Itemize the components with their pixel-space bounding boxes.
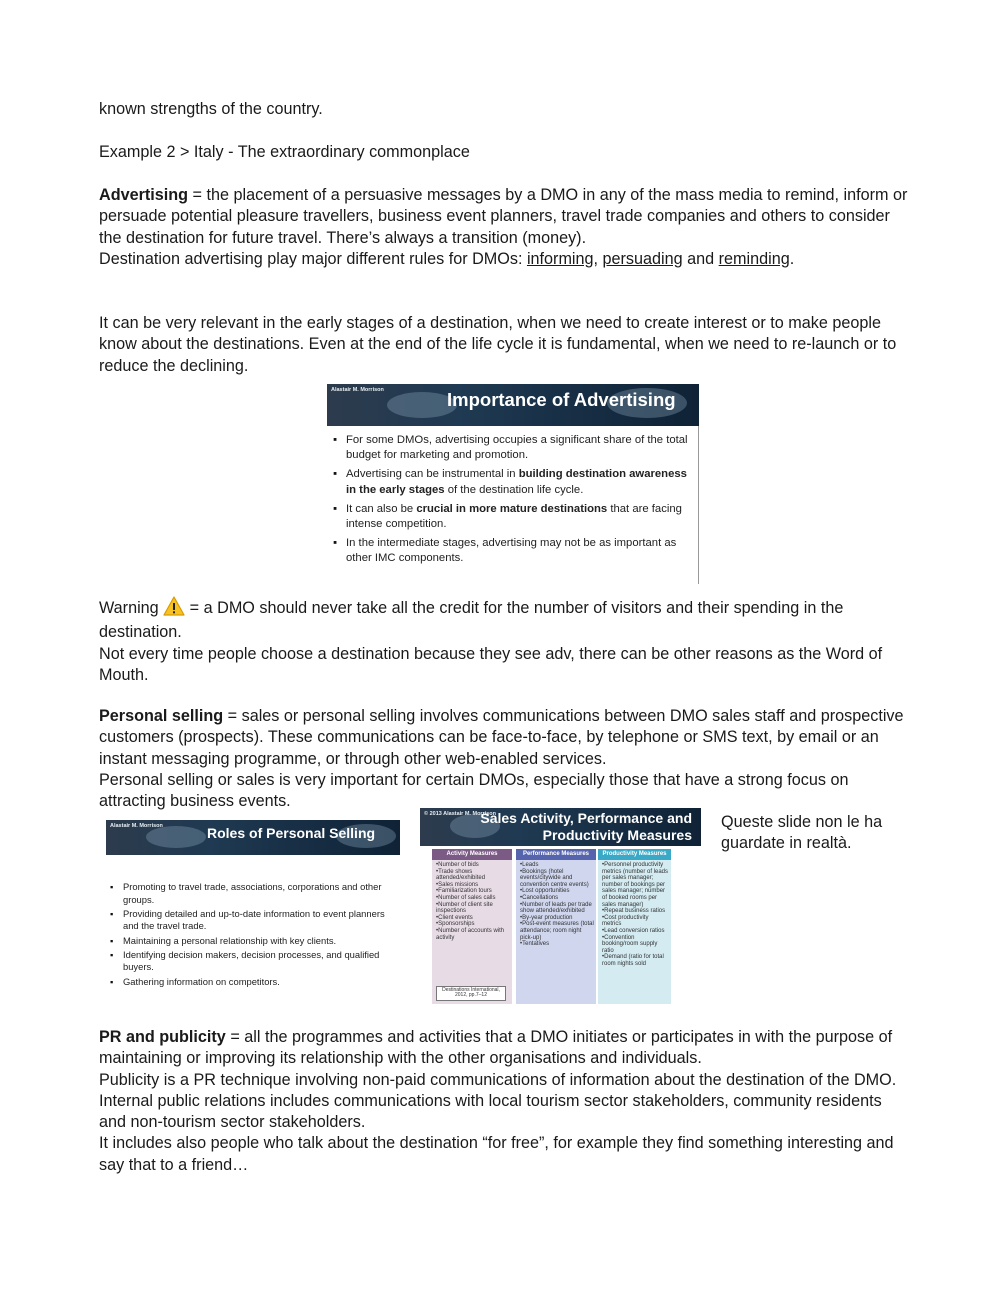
column-item: • Personnel productivity metrics (number of leads per sales manager; number of bookings per sales manager; number of booked rooms per sales manager) — [602, 862, 669, 908]
advertising-roles-intro: Destination advertising play major different rules for DMOs: — [99, 249, 527, 268]
role-separator: , — [593, 249, 603, 268]
relevance-text: It can be very relevant in the early stages of a destination, when we need to create interest or to make people know about the destinations. Even at the end of the life cycle it is fundamental, when we need to re-launch or to reduce the declining. — [99, 314, 897, 375]
column-item: • Familiarization tours — [436, 888, 510, 895]
bullet-bold-text: crucial in more mature destinations — [416, 502, 608, 515]
column-item: • Client events — [436, 915, 510, 922]
column-item: • Leads — [520, 862, 594, 869]
slide-author: Alastair M. Morrison — [110, 823, 163, 829]
paragraph-example — [99, 142, 909, 163]
role-persuading: persuading — [602, 249, 683, 268]
paragraph-personal-selling — [99, 706, 909, 812]
role-separator: and — [682, 249, 719, 268]
slide-importance-of-advertising — [327, 384, 699, 584]
bullet-text: It can also be — [346, 502, 417, 515]
personal-selling-text-2: Personal selling or sales is very important for certain DMOs, especially those that have a strong focus on attracting business events. — [99, 770, 849, 811]
slide-bullet — [331, 536, 691, 567]
slide-author: © 2013 Alastair M. Morrison — [424, 811, 497, 817]
column-item: • Cost productivity metrics — [602, 915, 669, 928]
slide-bullet: ▪ Identifying decision makers, decision processes, and qualified buyers. — [108, 949, 393, 974]
slide-bullet: ▪ Gathering information on competitors. — [108, 976, 393, 989]
column-item: • Sales missions — [436, 882, 510, 889]
column-item: • Number of client site inspections — [436, 902, 510, 915]
intro-text: known strengths of the country. — [99, 100, 323, 118]
side-note: Queste slide non le ha guardate in realtà. — [721, 813, 883, 853]
paragraph-warning — [99, 596, 909, 686]
paragraph-pr — [99, 1027, 909, 1176]
personal-selling-definition: = sales or personal selling involves communications between DMO sales staff and prospective customers (prospects). These communications can be face-to-face, by telephone or SMS text, by email or an instant messaging programme, or through other web-enabled services. — [99, 707, 904, 768]
warning-text: = a DMO should never take all the credit for the number of visitors and their spending in the destination. — [99, 599, 844, 642]
bullet-text: In the intermediate stages, advertising may not be as important as other IMC components. — [346, 536, 677, 565]
role-end: . — [789, 249, 795, 268]
slide-title: Importance of Advertising — [447, 389, 676, 410]
column-header: Productivity Measures — [598, 849, 671, 860]
column-item: • Trade shows attended/exhibited — [436, 869, 510, 882]
pr-text-2: Publicity is a PR technique involving non-paid communications of information about the destination of the DMO. — [99, 1070, 897, 1089]
column-item: • Number of bids — [436, 862, 510, 869]
slide-title: Sales Activity, Performance and Productivity Measures — [480, 810, 692, 843]
warning-text-2: Not every time people choose a destination because they see adv, there can be other reasons as the Word of Mouth. — [99, 644, 883, 684]
slide-bullet: ▪ Maintaining a personal relationship with key clients. — [108, 935, 393, 948]
column-item: • Tentatives — [520, 941, 594, 948]
slide-bullet — [331, 433, 691, 464]
slide-sales-measures — [420, 808, 701, 1006]
advertising-term: Advertising — [99, 186, 189, 204]
column-header: Activity Measures — [432, 849, 512, 860]
pr-text-4: It includes also people who talk about the destination “for free”, for example they find something interesting and say that to a friend… — [99, 1134, 894, 1174]
slide-title: Roles of Personal Selling — [207, 825, 376, 841]
column-item: • Number of accounts with activity — [436, 928, 510, 941]
column-item: • Number of sales calls — [436, 895, 510, 902]
role-reminding: reminding — [718, 249, 790, 268]
advertising-definition: = the placement of a persuasive messages by a DMO in any of the mass media to remind, inform or persuade potential pleasure travellers, business event planners, travel trade companies and others to consider the destination for future travel. There’s always a transition (money). — [99, 186, 908, 247]
warning-label: Warning — [99, 599, 164, 617]
column-item: • Demand (ratio for total room nights sold — [602, 954, 669, 967]
paragraph-relevance — [99, 313, 909, 377]
slide-banner — [420, 808, 701, 846]
role-informing: informing — [526, 249, 594, 268]
productivity-measures-column — [598, 849, 671, 1004]
pr-definition: = all the programmes and activities that a DMO initiates or participates in with the purpose of maintaining or improving its relationship with the other organisations and individuals. — [99, 1028, 893, 1068]
column-item: • Lead conversion ratios — [602, 928, 669, 935]
slide-bullet: ▪ Promoting to travel trade, associations, corporations and other groups. — [108, 881, 393, 906]
column-list — [516, 860, 596, 948]
source-note: Destinations International, 2012, pp.7–12 — [436, 986, 506, 1001]
paragraph-intro — [99, 99, 909, 120]
activity-measures-column — [432, 849, 512, 1004]
column-item: • Bookings (hotel events/citywide and convention centre events) — [520, 869, 594, 889]
column-item: • Repeat business ratios — [602, 908, 669, 915]
column-item: • Lost opportunities — [520, 888, 594, 895]
world-map-shape — [146, 826, 206, 848]
slide-banner — [327, 384, 699, 426]
bullet-text: that are facing intense competition. — [346, 502, 682, 531]
pr-term: PR and publicity — [99, 1028, 226, 1046]
slide-bullet — [331, 467, 691, 498]
slide-bullet-list — [331, 433, 691, 570]
bullet-text: Advertising can be instrumental in — [346, 468, 519, 481]
bullet-text: of the destination life cycle. — [444, 483, 584, 496]
example-text: Example 2 > Italy - The extraordinary commonplace — [99, 143, 470, 161]
column-item: • Number of leads per trade show attended/exhibited — [520, 902, 594, 915]
slide-banner — [106, 820, 400, 855]
column-item: • Sponsorships — [436, 921, 510, 928]
pr-text-3: Internal public relations includes communications with local tourism sector stakeholders, community residents and non-tourism sector stakeholders. — [99, 1091, 882, 1132]
bullet-text: For some DMOs, advertising occupies a significant share of the total budget for marketing and promotion. — [346, 434, 688, 462]
slide-bullet-list — [108, 881, 393, 990]
slide-edge-line — [698, 426, 699, 584]
column-item: • Convention booking/room supply ratio — [602, 935, 669, 955]
performance-measures-column — [516, 849, 596, 1004]
bullet-bold-text: building destination awareness in the early stages — [346, 468, 687, 496]
warning-icon — [163, 596, 185, 622]
column-list — [432, 860, 512, 941]
personal-selling-term: Personal selling — [99, 707, 224, 725]
column-item: • By-year production — [520, 915, 594, 922]
column-header: Performance Measures — [516, 849, 596, 860]
paragraph-advertising — [99, 185, 909, 270]
column-item: • Cancellations — [520, 895, 594, 902]
slide-roles-of-personal-selling — [106, 820, 400, 996]
column-list — [598, 860, 671, 968]
column-item: • Post-event measures (total attendance; room night pick-up) — [520, 921, 594, 941]
slide-bullet — [331, 502, 691, 533]
slide-bullet: ▪ Providing detailed and up-to-date information to event planners and the travel trade. — [108, 908, 393, 933]
slide-author: Alastair M. Morrison — [331, 387, 384, 393]
